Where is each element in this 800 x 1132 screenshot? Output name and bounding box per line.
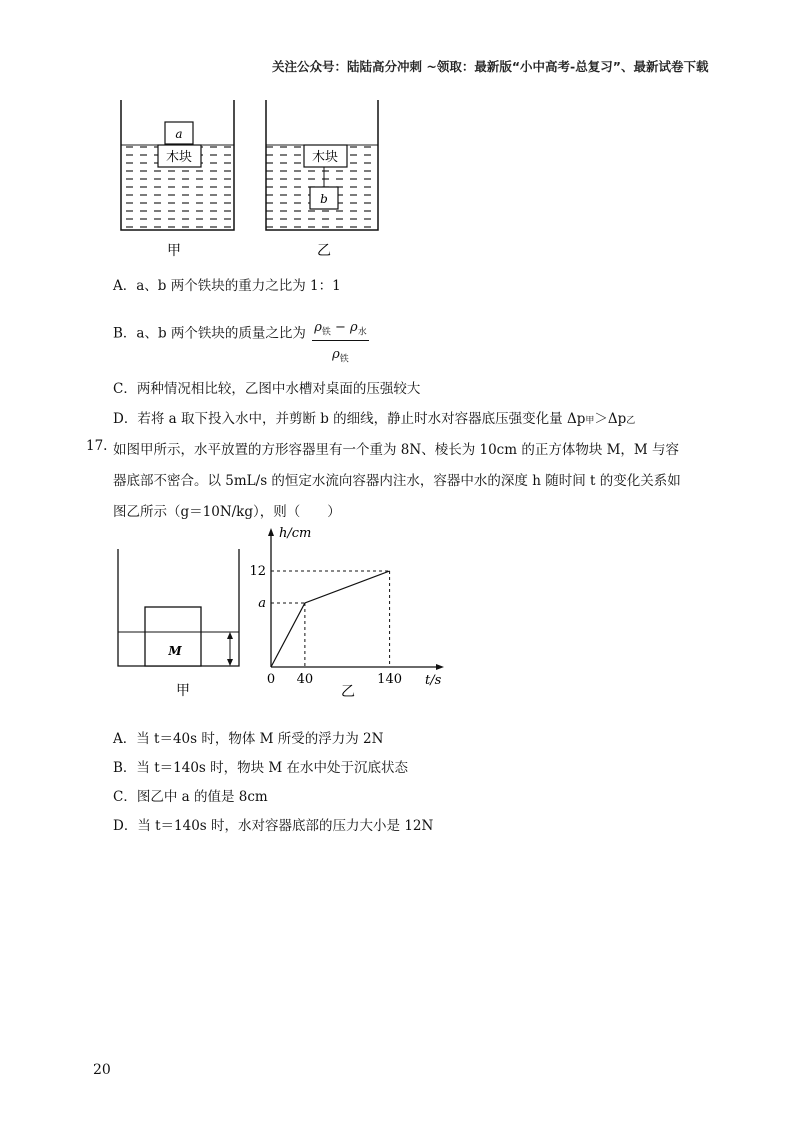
q17-option-a: A．当 t＝40s 时，物体 M 所受的浮力为 2N	[113, 731, 384, 747]
y-axis-label: h/cm	[279, 526, 312, 541]
q16-figure	[110, 95, 400, 265]
q17-depth-arrow-down	[227, 659, 233, 666]
q16-option-b-fraction	[312, 320, 369, 364]
header-promo-note: 关注公众号：陆陆高分冲刺 ~领取：最新版“小中高考-总复习”、最新试卷下载	[272, 59, 709, 74]
y-tick-label: a	[258, 596, 266, 611]
q17-graph	[249, 525, 455, 705]
q17-left-caption: 甲	[176, 683, 190, 699]
q16-option-a: A．a、b 两个铁块的重力之比为 1：1	[113, 278, 341, 294]
fraction-numerator: $\rho_铁 - \rho_水$	[312, 320, 369, 341]
x-tick-label: 40	[296, 672, 314, 687]
y-axis-arrow	[268, 528, 274, 536]
q17-stem-line2: 器底部不密合。以 5mL/s 的恒定水流向容器内注水，容器中水的深度 h 随时间 t 的变化关系如	[113, 473, 681, 489]
q16-option-b-text: B．a、b 两个铁块的质量之比为	[113, 325, 306, 342]
y-tick-label: 12	[249, 564, 266, 579]
q17-stem-line1: 如图甲所示，水平放置的方形容器里有一个重为 8N、棱长为 10cm 的正方体物块 M，M 与容	[113, 442, 680, 458]
fraction-denominator: $\rho_铁$	[332, 346, 349, 365]
q17-right-caption: 乙	[341, 684, 355, 700]
x-tick-label: 0	[266, 672, 276, 687]
right-caption: 乙	[317, 243, 331, 259]
q17-depth-arrow-up	[227, 632, 233, 639]
right-wood-label: 木块	[311, 150, 339, 165]
x-axis-label: t/s	[425, 673, 442, 688]
q17-container-figure	[110, 545, 250, 705]
q17-option-c: C．图乙中 a 的值是 8cm	[113, 789, 268, 805]
q16-option-b	[113, 312, 369, 365]
q16-option-d: D．若将 a 取下投入水中，并剪断 b 的细线，静止时水对容器底压强变化量 Δp甲＞Δp乙	[113, 411, 636, 427]
q17-option-d: D．当 t＝140s 时，水对容器底部的压力大小是 12N	[113, 818, 434, 834]
series-line-h	[271, 571, 390, 667]
right-block-b-label: b	[320, 192, 328, 206]
q17-stem-line3: 图乙所示（g＝10N/kg），则（ ）	[113, 504, 341, 520]
x-tick-label: 140	[377, 672, 403, 687]
left-caption: 甲	[167, 243, 181, 259]
page-number: 20	[93, 1062, 111, 1078]
x-axis-arrow	[436, 664, 444, 670]
left-block-a-label: a	[175, 127, 183, 141]
q17-number: 17.	[86, 438, 108, 454]
left-wood-label: 木块	[165, 150, 193, 165]
q17-option-b: B．当 t＝140s 时，物块 M 在水中处于沉底状态	[113, 760, 409, 776]
q17-block-m-label: M	[168, 644, 182, 658]
q16-option-c: C．两种情况相比较，乙图中水槽对桌面的压强较大	[113, 381, 421, 397]
